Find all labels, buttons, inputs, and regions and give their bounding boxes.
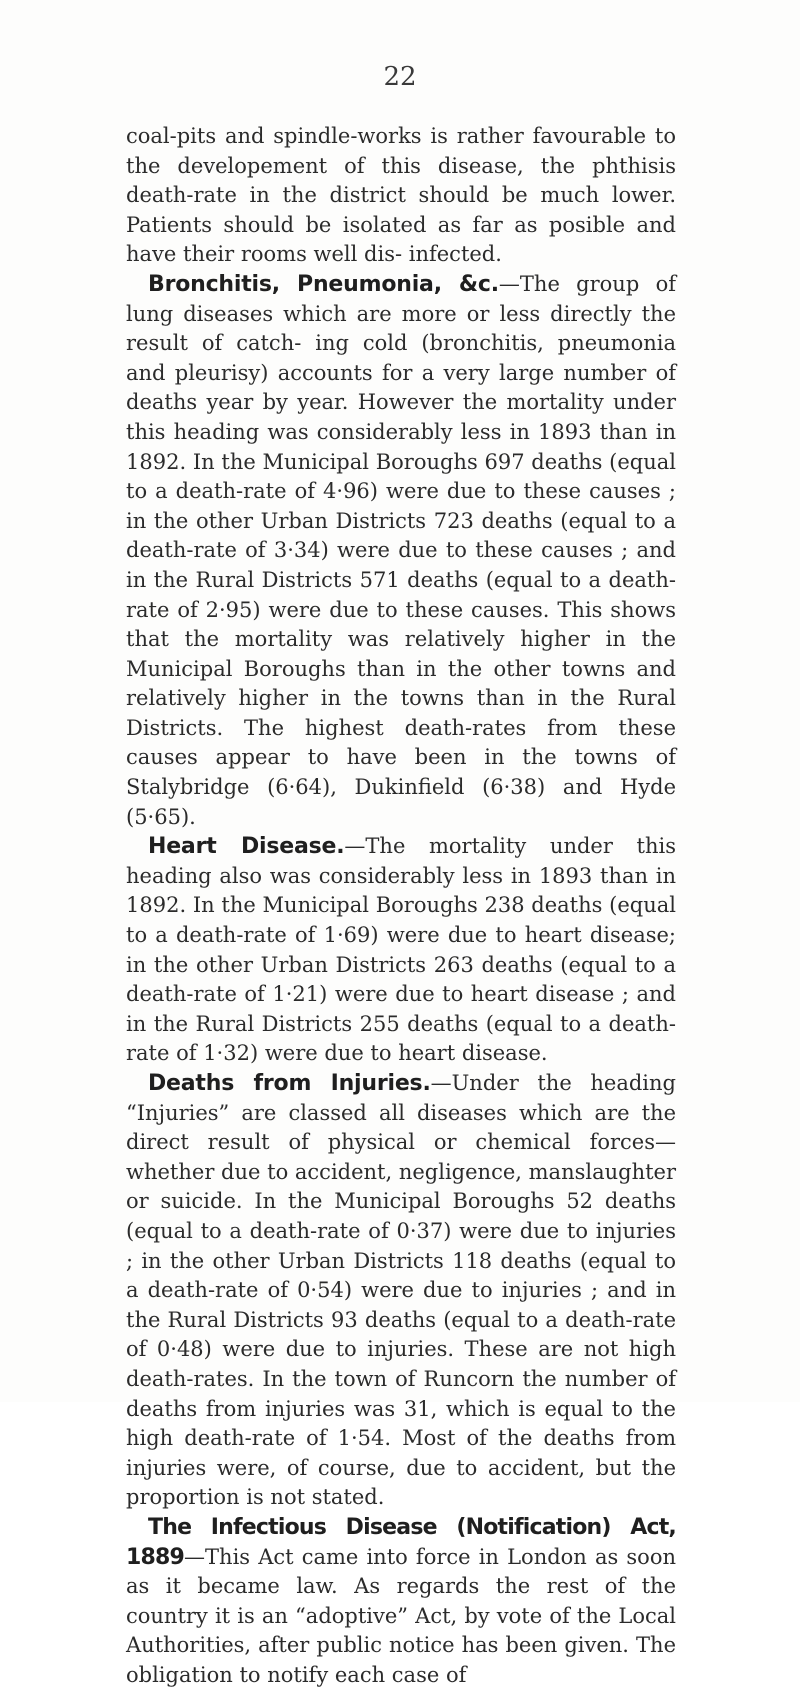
paragraph-bronchitis bbox=[126, 270, 676, 832]
paragraph-heart-disease bbox=[126, 832, 676, 1069]
section-heading-injuries: Deaths from Injuries. bbox=[148, 1071, 431, 1096]
paragraph-notification-act bbox=[126, 1513, 676, 1690]
section-heading-heart-disease: Heart Disease. bbox=[148, 834, 345, 860]
paragraph-text: coal-pits and spindle-works is rather favourable to the developement of this disease, the phthisis death-rate in the district should be much lower. Patients should be isolated as far as posible and have their rooms well dis- infected. bbox=[126, 124, 676, 267]
section-heading-bronchitis: Bronchitis, Pneumonia, &c. bbox=[148, 271, 499, 297]
section-heading-notification-act: The Infectious Disease (Notification) Act, 1889 bbox=[126, 1514, 676, 1570]
page-number: 22 bbox=[383, 62, 417, 92]
paragraph-text: —The mortality under this heading also was considerably less in 1893 than in 1892. In the Municipal Boroughs 238 deaths (equal to a death-rate of 1·69) were due to heart disease; in the other Urban Districts 263 deaths (equal to a death-rate of 1·21) were due to heart disease ; and in the Rural Districts 255 deaths (equal to a death-rate of 1·32) were due to heart disease. bbox=[126, 834, 676, 1066]
paragraph-text: —Under the heading “Injuries” are classed all diseases which are the direct result of physical or chemical forces—whether due to accident, negligence, manslaughter or suicide. In the Municipal Boroughs 52 deaths (equal to a death-rate of 0·37) were due to injuries ; in the other Urban Districts 118 deaths (equal to a death-rate of 0·54) were due to injuries ; and in the Rural Districts 93 deaths (equal to a death-rate of 0·48) were due to injuries. These are not high death-rates. In the town of Runcorn the number of deaths from injuries was 31, which is equal to the high death-rate of 1·54. Most of the deaths from injuries were, of course, due to accident, but the proportion is not stated. bbox=[126, 1071, 676, 1510]
paragraph-text: —This Act came into force in London as soon as it became law. As regards the rest of the country it is an “adoptive” Act, by vote of the Local Authorities, after public notice has been given. The obligation to notify each case of bbox=[126, 1544, 676, 1687]
paragraph-text: —The group of lung diseases which are more or less directly the result of catch- ing cold (bronchitis, pneumonia and pleurisy) accounts for a very large number of deaths year by year. However the mortality under this heading was considerably less in 1893 than in 1892. In the Municipal Boroughs 697 deaths (equal to a death-rate of 4·96) were due to these causes ; in the other Urban Districts 723 deaths (equal to a death-rate of 3·34) were due to these causes ; and in the Rural Districts 571 deaths (equal to a death-rate of 2·95) were due to these causes. This shows that the mortality was relatively higher in the Municipal Boroughs than in the other towns and relatively higher in the towns than in the Rural Districts. The highest death-rates from these causes appear to have been in the towns of Stalybridge (6·64), Dukinfield (6·38) and Hyde (5·65). bbox=[126, 271, 676, 829]
paragraph-phthisis-continued bbox=[126, 122, 676, 270]
paragraph-injuries bbox=[126, 1069, 676, 1513]
body-text bbox=[126, 122, 676, 1690]
